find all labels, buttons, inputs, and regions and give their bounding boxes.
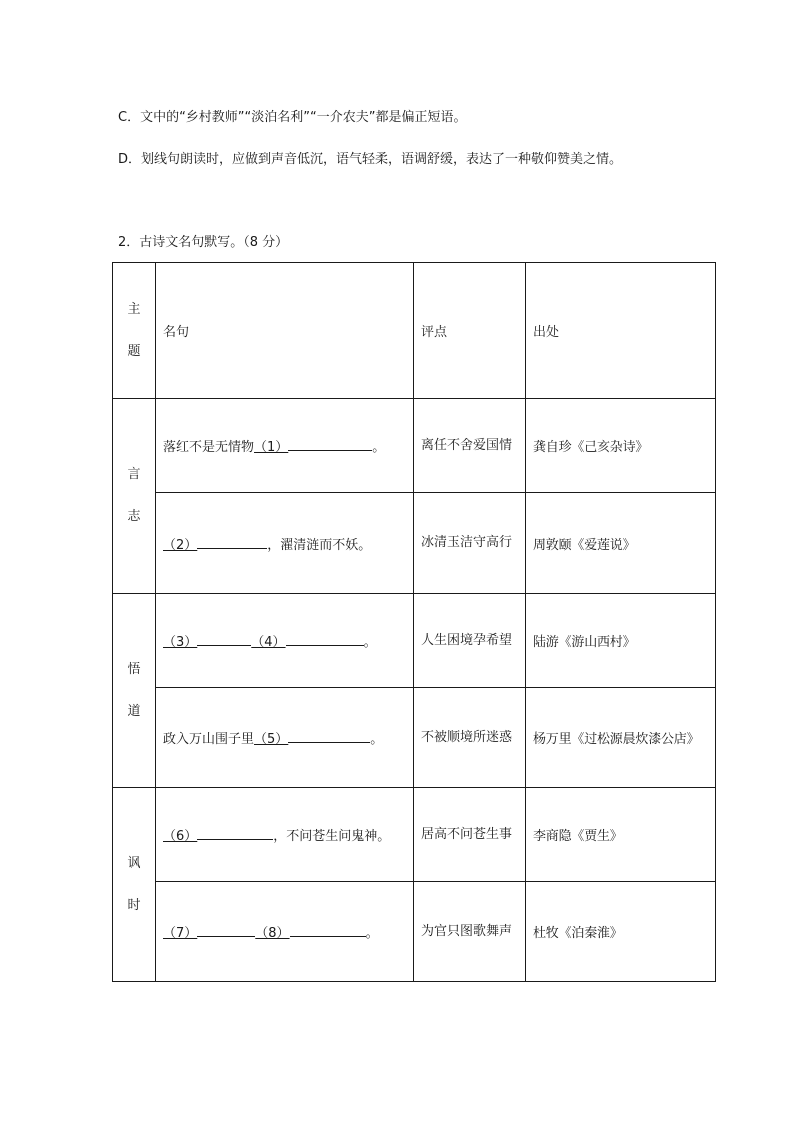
sentence-after: 。 [372, 440, 386, 455]
option-d: D．划线句朗读时，应做到声音低沉，语气轻柔，语调舒缓，表达了一种敬仰赞美之情。 [118, 152, 623, 167]
option-c: C．文中的“乡村教师”“淡泊名利”“一介农夫”都是偏正短语。 [118, 110, 467, 125]
table-row [113, 594, 716, 688]
fill-in-blank-line [290, 922, 366, 937]
blank-label: （4） [251, 635, 286, 650]
header-comment: 评点 [414, 263, 526, 399]
source-cell: 龚自珍《己亥杂诗》 [526, 399, 716, 493]
blank-label: （3） [163, 635, 198, 650]
theme-cell [113, 399, 156, 594]
source-cell: 杨万里《过松源晨炊漆公店》 [526, 688, 716, 788]
sentence-cell [156, 788, 414, 882]
fill-in-blank-line [197, 631, 251, 646]
sentence-after: 。 [363, 635, 377, 650]
fill-in-blank-line [197, 534, 267, 549]
theme-char: 志 [127, 509, 141, 524]
blank-label: （7） [163, 926, 198, 941]
sentence-cell [156, 493, 414, 594]
header-source: 出处 [526, 263, 716, 399]
blank-label: （8） [255, 926, 290, 941]
theme-cell [113, 788, 156, 982]
sentence-after: 。 [365, 926, 379, 941]
fill-in-blank-line [288, 728, 370, 743]
sentence-cell [156, 882, 414, 982]
blank-label: （2） [163, 537, 198, 553]
fill-in-blank-line [197, 825, 273, 840]
sentence-after: ，濯清涟而不妖。 [267, 537, 372, 553]
theme-char: 讽 [127, 855, 141, 871]
sentence-after: ，不问苍生问鬼神。 [273, 829, 391, 844]
comment-cell: 居高不问苍生事 [414, 788, 526, 882]
source-cell: 杜牧《泊秦淮》 [526, 882, 716, 982]
table-row [113, 882, 716, 982]
theme-char: 悟 [127, 661, 141, 677]
sentence-cell [156, 399, 414, 493]
sentence-after: 。 [370, 732, 384, 747]
blank-label: （6） [163, 829, 198, 844]
comment-cell: 为官只图歌舞声 [414, 882, 526, 982]
theme-cell [113, 594, 156, 788]
fill-in-blank-line [197, 922, 255, 937]
question-2-title: 2．古诗文名句默写。（8 分） [118, 235, 289, 250]
table-row [113, 493, 716, 594]
blank-label: （1） [254, 440, 289, 455]
table-row [113, 688, 716, 788]
sentence-cell [156, 688, 414, 788]
comment-cell: 不被顺境所迷惑 [414, 688, 526, 788]
header-theme-char: 主 [127, 301, 141, 317]
sentence-before: 政入万山围子里 [163, 732, 255, 747]
header-sentence: 名句 [156, 263, 414, 399]
comment-cell: 冰清玉洁守高行 [414, 493, 526, 594]
comment-cell: 离任不舍爱国情 [414, 399, 526, 493]
theme-char: 言 [127, 467, 141, 482]
comment-cell: 人生困境孕希望 [414, 594, 526, 688]
header-theme [113, 263, 156, 399]
blank-label: （5） [254, 732, 289, 747]
source-cell: 陆游《游山西村》 [526, 594, 716, 688]
poem-table [112, 262, 716, 982]
table-row [113, 788, 716, 882]
table-header-row [113, 263, 716, 399]
header-theme-char: 题 [127, 343, 141, 359]
fill-in-blank-line [286, 631, 364, 646]
sentence-cell [156, 594, 414, 688]
theme-char: 道 [127, 703, 141, 719]
table-row [113, 399, 716, 493]
source-cell: 周敦颐《爱莲说》 [526, 493, 716, 594]
source-cell: 李商隐《贾生》 [526, 788, 716, 882]
theme-char: 时 [127, 897, 141, 913]
sentence-before: 落红不是无情物 [163, 440, 255, 455]
fill-in-blank-line [288, 436, 372, 451]
